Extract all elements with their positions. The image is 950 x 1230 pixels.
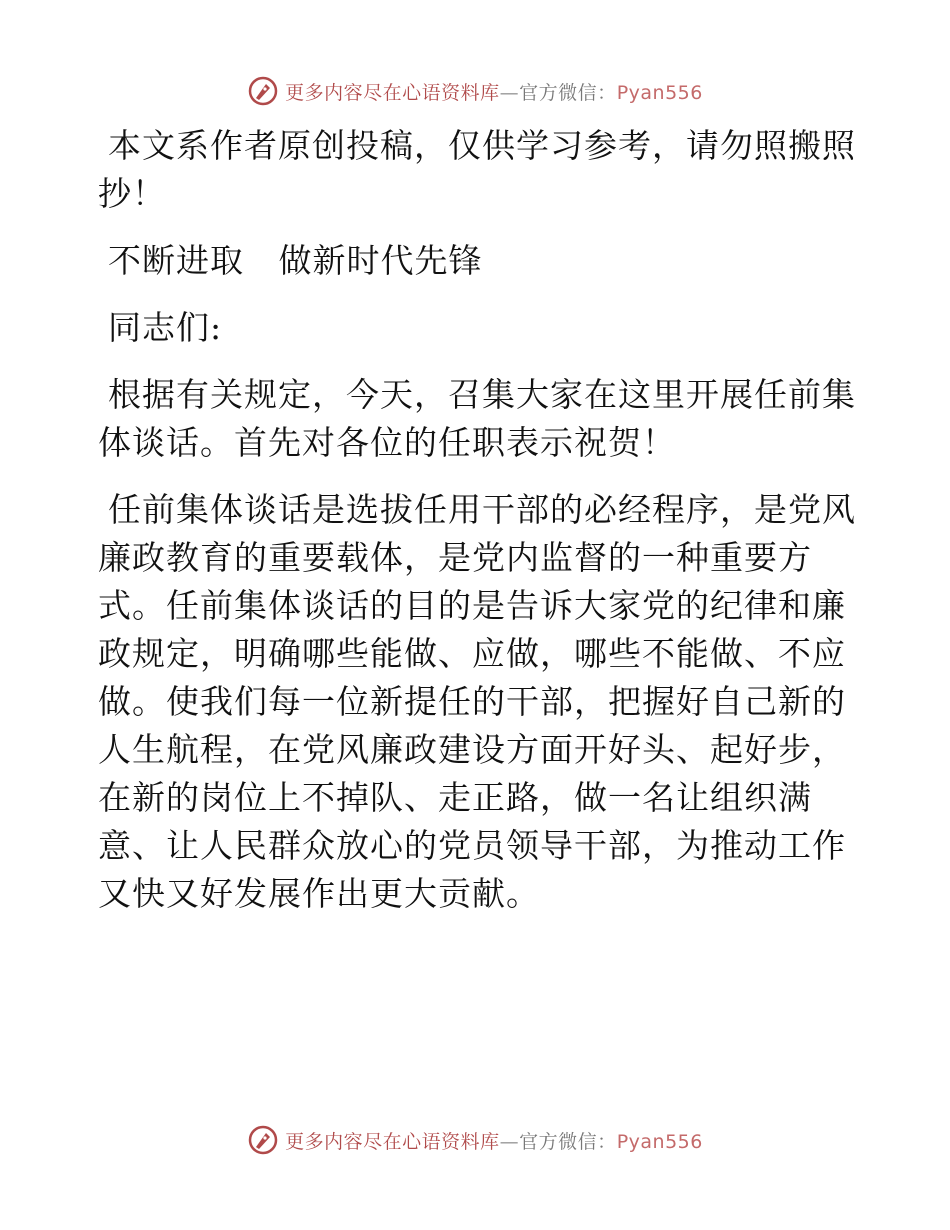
header-brand: 更多内容尽在心语资料库 — [285, 81, 500, 104]
footer-watermark — [0, 1120, 950, 1160]
header-wechat-label: 官方微信： — [519, 81, 617, 104]
footer-brand: 更多内容尽在心语资料库 — [285, 1130, 500, 1153]
pen-nib-circle-icon — [247, 75, 279, 107]
header-watermark — [0, 71, 950, 111]
paragraph: 根据有关规定，今天，召集大家在这里开展任前集体谈话。首先对各位的任职表示祝贺！ — [98, 375, 856, 462]
document-body — [98, 122, 858, 937]
footer-text — [285, 1127, 703, 1154]
header-wechat-id: Pyan556 — [616, 81, 703, 104]
pen-nib-circle-icon — [247, 1124, 279, 1156]
footer-separator: — — [499, 1130, 520, 1153]
footer-wechat-id: Pyan556 — [616, 1130, 703, 1153]
salutation: 同志们: — [108, 308, 223, 347]
footer-wechat-label: 官方微信： — [519, 1130, 617, 1153]
header-separator: — — [499, 81, 520, 104]
document-title: 不断进取 做新时代先锋 — [108, 241, 483, 280]
copyright-notice: 本文系作者原创投稿，仅供学习参考，请勿照搬照抄！ — [98, 126, 856, 213]
header-text — [285, 78, 703, 105]
paragraph: 任前集体谈话是选拔任用干部的必经程序，是党风廉政教育的重要载体，是党内监督的一种重要方式。任前集体谈话的目的是告诉大家党的纪律和廉政规定，明确哪些能做、应做，哪些不能做、不应做。使我们每一位新提任的干部，把握好自己新的人生航程，在党风廉政建设方面开好头、起好步，在新的岗位上不掉队、走正路，做一名让组织满意、让人民群众放心的党员领导干部，为推动工作又快又好发展作出更大贡献。 — [98, 490, 856, 913]
